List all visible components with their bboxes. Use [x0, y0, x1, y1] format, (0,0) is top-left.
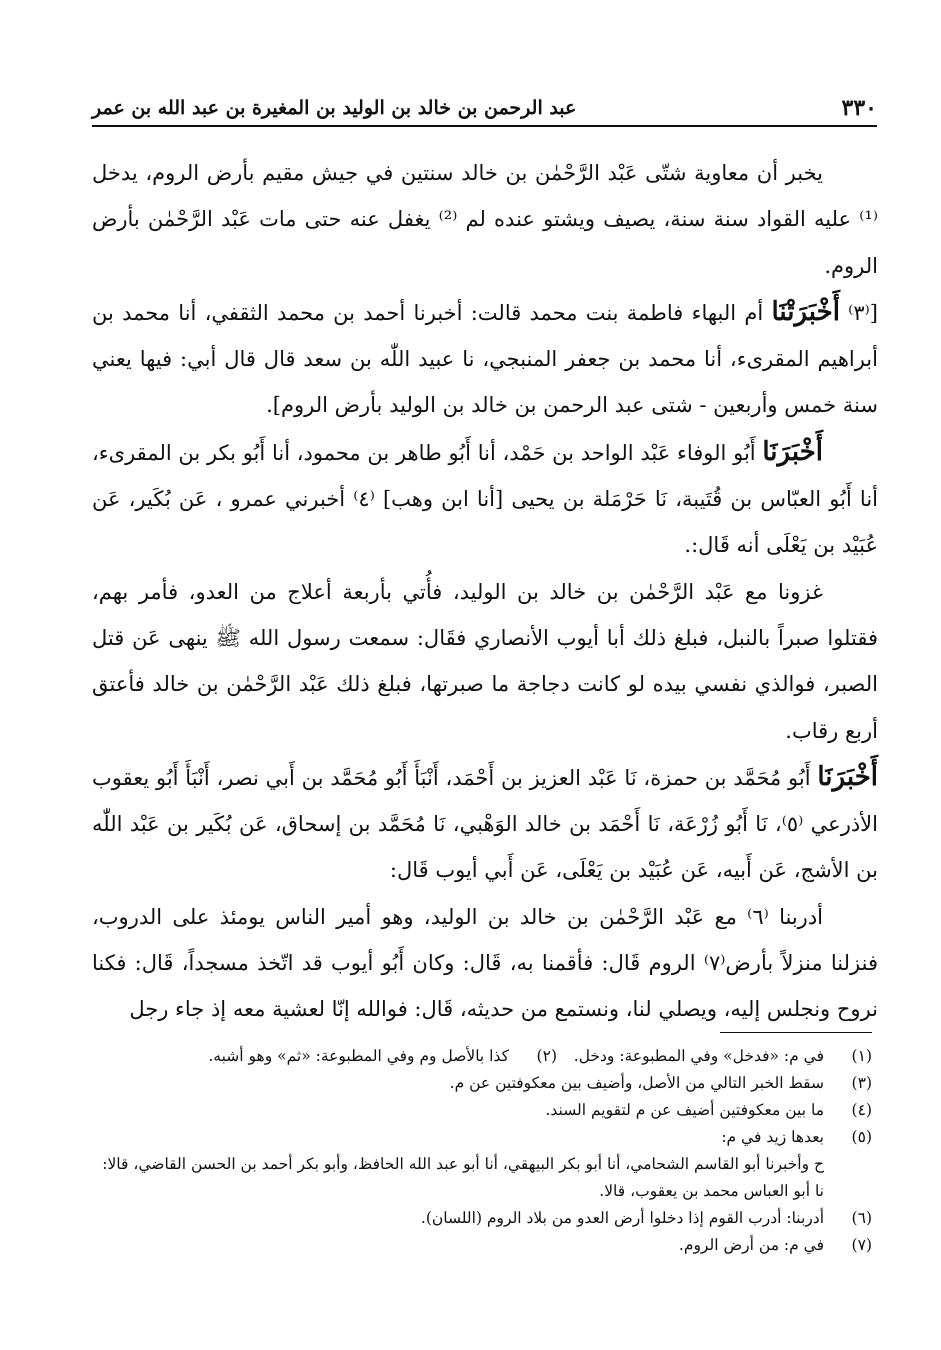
- footnote-3: [92, 1070, 872, 1097]
- keyword-akhbarana: أَخْبَرَنَا: [817, 761, 878, 792]
- footnote-4: [92, 1097, 872, 1124]
- paragraph-6: أدربنا ⁽٦⁾ مع عَبْد الرَّحْمٰن بن خالد بن الوليد، وهو أمير الناس يومئذ على الدروب، فنزلنا منزلاً بأرض⁽٧⁾ الروم قَال: فأقمنا به، قَال: وكان أَبُو أيوب قد اتّخذ مسجداً، قَال: فكنا نروح ونجلس إليه، ويصلي لنا، ونستمع من حديثه، قَال: فوالله إنّا لعشية معه إذ جاء رجل: [92, 904, 879, 1022]
- footnote-text: ما بين معكوفتين أضيف عن م لتقويم السند.: [545, 1101, 824, 1119]
- footnote-number: (٤): [851, 1101, 872, 1119]
- footnote-2: [208, 1043, 557, 1070]
- footnote-number: (٥): [851, 1128, 872, 1146]
- footnote-6: [92, 1205, 872, 1232]
- footnote-rule: [720, 1032, 872, 1033]
- footnote-number: (٧): [851, 1236, 872, 1254]
- header-rule: [92, 125, 877, 127]
- footnote-7: [92, 1232, 872, 1259]
- footnote-5-continuation: [92, 1151, 872, 1205]
- footnote-text: بعدها زيد في م:: [721, 1128, 824, 1146]
- footnote-text: أدربنا: أدرب القوم إذا دخلوا أرض العدو من بلاد الروم (اللسان).: [420, 1209, 824, 1227]
- paragraph-3: أَخْبَرَنَا أَبُو الوفاء عَبْد الواحد بن حَمْد، أنا أَبُو طاهر بن محمود، أنا أَبُو بكر بن المقرىء، أنا أَبُو العبّاس بن قُتَيبة، نَا حَرْمَلة بن يحيى [أنا ابن وهب] ⁽٤⁾ أخبرني عمرو ، عَن بُكَير، عَن عُبَيْد بن يَعْلَى أنه قَال:.: [92, 436, 879, 558]
- footnote-1: [557, 1043, 872, 1070]
- paragraph-4: غزونا مع عَبْد الرَّحْمٰن بن خالد بن الوليد، فأُتي بأربعة أعلاج من العدو، فأمر بهم، فقتلوا صبراً بالنبل، فبلغ ذلك أبا أيوب الأنصاري فقَال: سمعت رسول الله ﷺ ينهى عَن قتل الصبر، فوالذي نفسي بيده لو كانت دجاجة ما صبرتها، فبلغ ذلك عَبْد الرَّحْمٰن بن خالد فأعتق أربع رقاب.: [92, 579, 878, 743]
- footnote-number: (٦): [851, 1209, 872, 1227]
- footnotes: [92, 1043, 872, 1259]
- running-title: عبد الرحمن بن خالد بن الوليد بن المغيرة بن عبد الله بن عمر: [92, 97, 577, 119]
- footnote-5: [92, 1124, 872, 1151]
- footnote-text: سقط الخبر التالي من الأصل، وأضيف بين معكوفتين عن م.: [449, 1074, 824, 1092]
- footnote-text: في م: «فدخل» وفي المطبوعة: ودخل.: [573, 1047, 824, 1065]
- paragraph-5: أَخْبَرَنَا أَبُو مُحَمَّد بن حمزة، نَا عَبْد العزيز بن أَحْمَد، أَنْبَأَ أَبُو مُحَمَّد بن أَبي نصر، أَنْبَأَ أَبُو يعقوب الأذرعي ⁽٥⁾، نَا أَبُو زُرْعَة، نَا أَحْمَد بن خالد الوَهْبي، نَا مُحَمَّد بن إسحاق، عَن بُكَير بن عَبْد اللّٰه بن الأشج، عَن أَبيه، عَن عُبَيْد بن يَعْلَى، عَن أَبي أيوب قَال:: [92, 761, 878, 883]
- footnote-text: في م: من أرض الروم.: [678, 1236, 824, 1254]
- footnote-number: (١): [851, 1047, 872, 1065]
- paragraph-1: يخبر أن معاوية شتّى عَبْد الرَّحْمٰن بن خالد سنتين في جيش مقيم بأرض الروم، يدخل ⁽¹⁾ عليه القواد سنة سنة، يصيف ويشتو عنده لم ⁽²⁾ يغفل عنه حتى مات عَبْد الرَّحْمٰن بأرض الروم.: [92, 161, 879, 278]
- keyword-akhbarana: أَخْبَرَنَا: [762, 436, 823, 467]
- main-text: [92, 150, 878, 1033]
- footnote-text: كذا بالأصل وم وفي المطبوعة: «ثم» وهو أشبه.: [208, 1047, 509, 1065]
- page-header: [92, 92, 877, 124]
- footnote-text: ح وأخبرنا أبو القاسم الشحامي، أنا أبو بكر البيهقي، أنا أبو عبد الله الحافظ، وأبو بكر أحمد بن الحسن القاضي، قالا: نا أبو العباس محمد بن يعقوب، قالا.: [102, 1155, 824, 1200]
- keyword-akhbaratna: أَخْبَرَتْنَا: [771, 296, 840, 327]
- page-number: ٣٣٠: [841, 95, 877, 121]
- paragraph-2: [⁽٣⁾ أَخْبَرَتْنَا أم البهاء فاطمة بنت محمد قالت: أخبرنا أحمد بن محمد الثقفي، أنا محمد بن أبراهيم المقرىء، أنا محمد بن جعفر المنبجي، نا عبيد اللّٰه بن سعد قال قال أبي: فيها يعني سنة خمس وأربعين - شتى عبد الرحمن بن خالد بن الوليد بأرض الروم].: [92, 296, 878, 418]
- footnote-row: [92, 1043, 872, 1070]
- footnote-number: (٢): [536, 1047, 557, 1065]
- footnote-number: (٣): [851, 1074, 872, 1092]
